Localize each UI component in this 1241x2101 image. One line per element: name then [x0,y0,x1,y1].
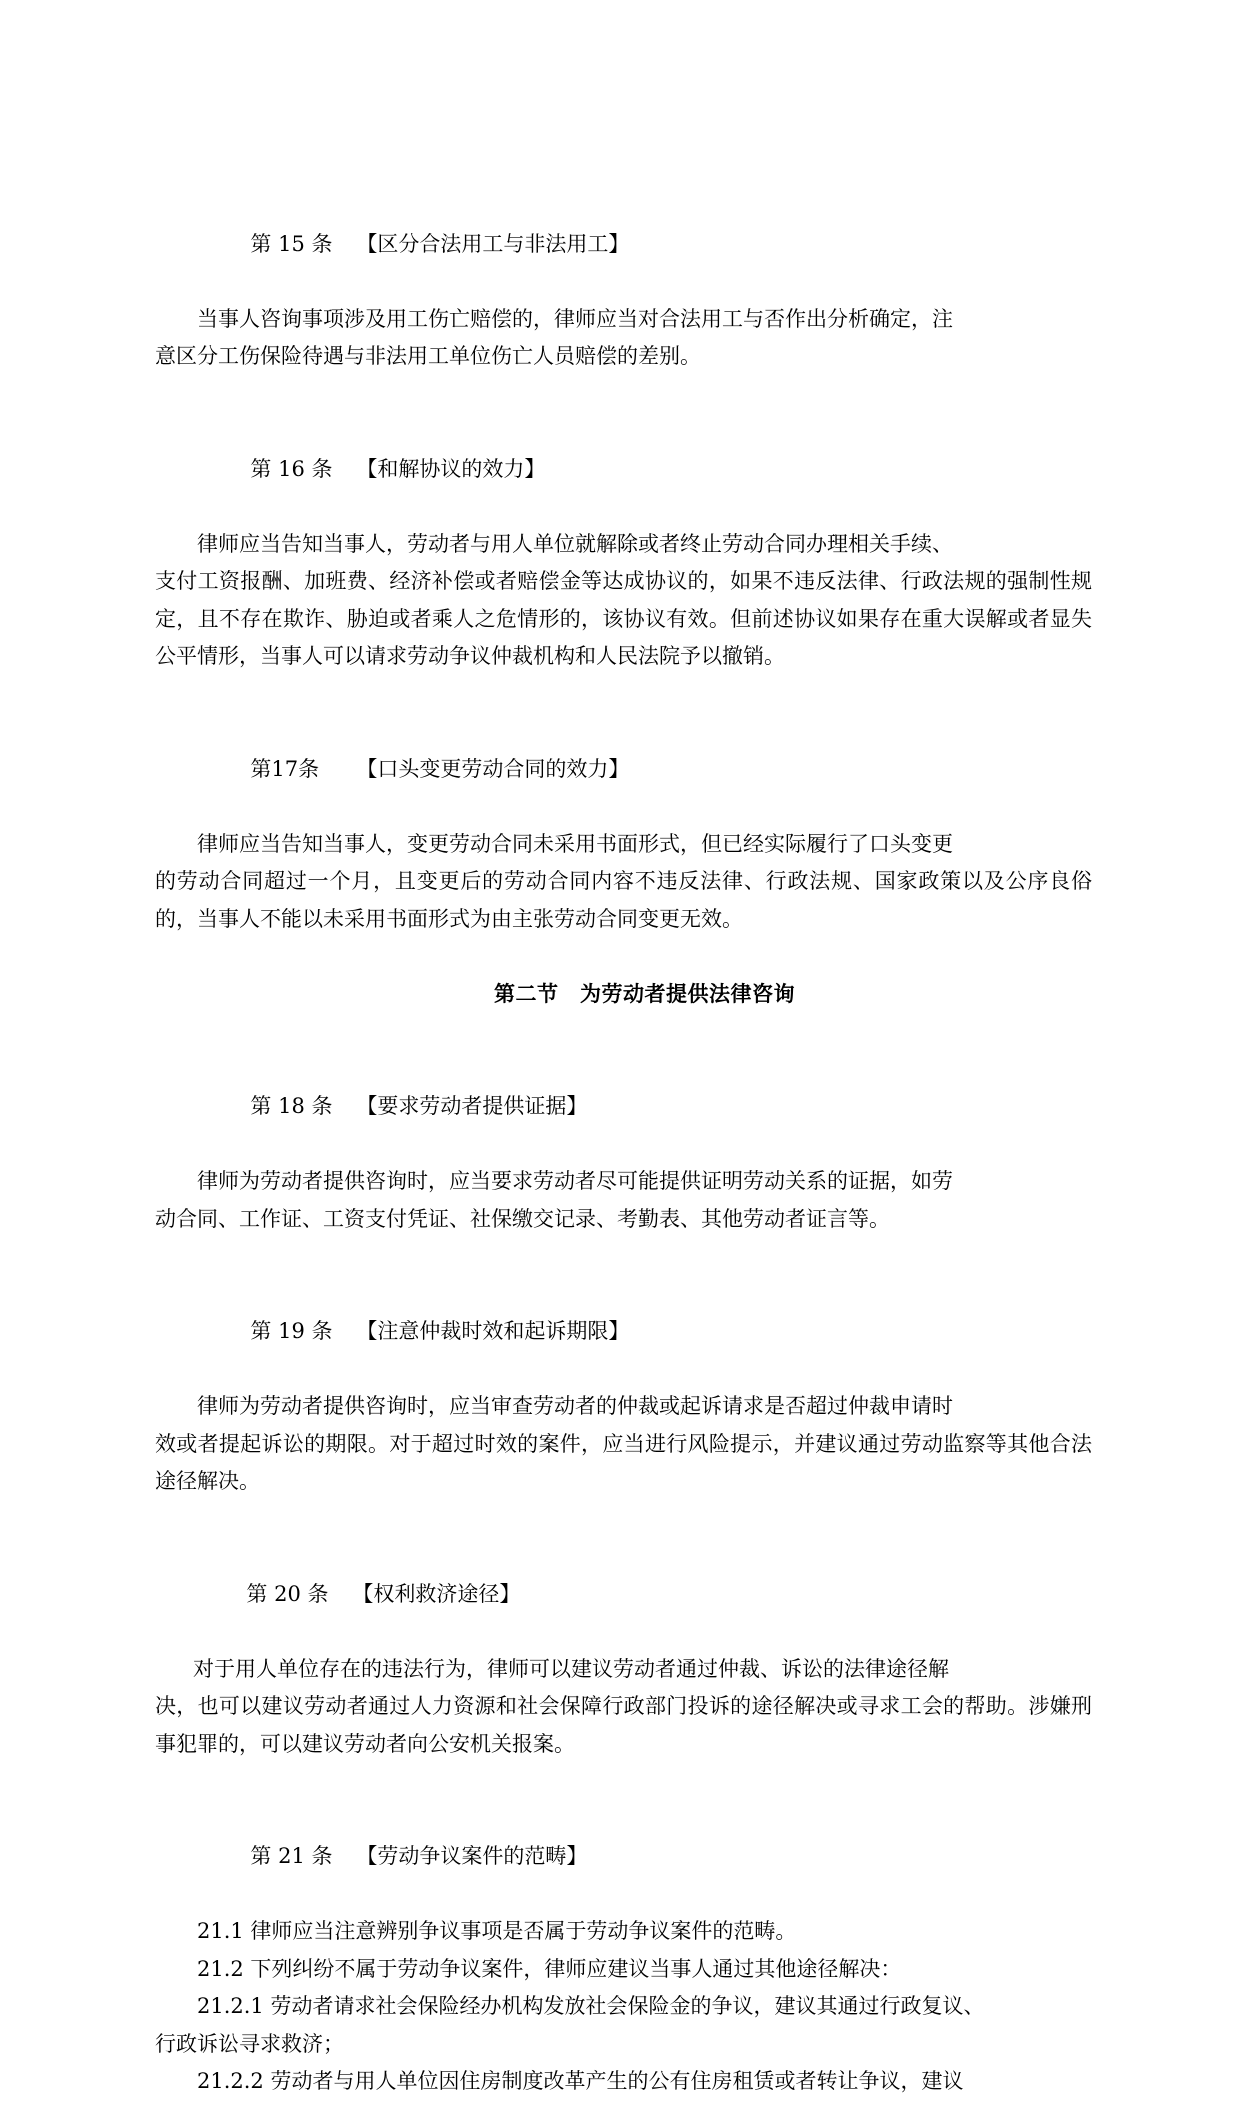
sub-clause-text: 21.2 下列纠纷不属于劳动争议案件，律师应建议当事人通过其他途径解决： [197,1956,902,1981]
article-number: 第 21 条 [250,1844,333,1868]
sub-clause-21-1 [197,1913,1092,1951]
article-number: 第 15 条 [250,231,333,256]
paragraph-continuation: 的劳动合同超过一个月，且变更后的劳动合同内容不违反法律、行政法规、国家政策以及公序良俗的，当事人不能以未采用书面形式为由主张劳动合同变更无效。 [155,869,1092,931]
paragraph-first-line: 当事人咨询事项涉及用工伤亡赔偿的，律师应当对合法用工与否作出分析确定，注 [197,306,953,331]
paragraph-continuation: 意区分工伤保险待遇与非法用工单位伤亡人员赔偿的差别。 [155,344,701,368]
paragraph-first-line: 律师应当告知当事人，变更劳动合同未采用书面形式，但已经实际履行了口头变更 [197,831,953,856]
section-heading: 第二节 为劳动者提供法律咨询 [494,981,795,1006]
article-title: 【口头变更劳动合同的效力】 [356,756,630,781]
article-number: 第 16 条 [250,456,333,481]
sub-clause-continuation: 行政诉讼寻求救济； [155,2031,344,2056]
article-21 [155,1801,1092,2101]
article-heading [197,1801,1092,1914]
paragraph-first-line: 对于用人单位存在的违法行为，律师可以建议劳动者通过仲裁、诉讼的法律途径解 [193,1656,949,1681]
article-number: 第 19 条 [250,1319,333,1343]
article-15 [155,188,1092,376]
sub-clause-text: 21.1 律师应当注意辨别争议事项是否属于劳动争议案件的范畴。 [197,1919,797,1943]
article-title: 【劳动争议案件的范畴】 [356,1844,588,1868]
article-paragraph [155,826,1092,939]
article-title: 【要求劳动者提供证据】 [356,1094,588,1118]
article-17 [155,713,1092,938]
sub-clause-21-2-2 [197,2063,1092,2101]
article-title: 【权利救济途径】 [352,1581,521,1606]
article-paragraph [155,1388,1092,1501]
article-paragraph [155,1163,1092,1238]
document-body [155,188,1092,2101]
paragraph-continuation: 动合同、工作证、工资支付凭证、社保缴交记录、考勤表、其他劳动者证言等。 [155,1206,890,1231]
article-number: 第17条 [250,756,320,781]
article-paragraph [155,1651,1092,1764]
article-paragraph [155,526,1092,676]
article-title: 【和解协议的效力】 [356,456,546,481]
article-heading [197,1276,1092,1389]
paragraph-continuation: 效或者提起诉讼的期限。对于超过时效的案件，应当进行风险提示，并建议通过劳动监察等其他合法途径解决。 [155,1431,1092,1493]
sub-clause-text: 21.2.1 劳动者请求社会保险经办机构发放社会保险金的争议，建议其通过行政复议、 [197,1994,985,2018]
article-title: 【注意仲裁时效和起诉期限】 [356,1319,630,1343]
article-19 [155,1276,1092,1501]
paragraph-first-line: 律师应当告知当事人，劳动者与用人单位就解除或者终止劳动合同办理相关手续、 [197,531,953,556]
paragraph-continuation: 支付工资报酬、加班费、经济补偿或者赔偿金等达成协议的，如果不违反法律、行政法规的强制性规定，且不存在欺诈、胁迫或者乘人之危情形的，该协议有效。但前述协议如果存在重大误解或者显失公平情形，当事人可以请求劳动争议仲裁机构和人民法院予以撤销。 [155,569,1092,668]
paragraph-continuation: 决，也可以建议劳动者通过人力资源和社会保障行政部门投诉的途径解决或寻求工会的帮助。涉嫌刑事犯罪的，可以建议劳动者向公安机关报案。 [155,1694,1092,1756]
article-title: 【区分合法用工与非法用工】 [356,231,630,256]
article-18 [155,1051,1092,1239]
article-16 [155,413,1092,676]
article-heading [197,1051,1092,1164]
article-heading [197,713,1092,826]
article-paragraph [155,301,1092,376]
paragraph-first-line: 律师为劳动者提供咨询时，应当审查劳动者的仲裁或起诉请求是否超过仲裁申请时 [197,1394,953,1418]
sub-clause-text: 21.2.2 劳动者与用人单位因住房制度改革产生的公有住房租赁或者转让争议，建议 [197,2069,964,2093]
article-heading [197,413,1092,526]
article-number: 第 20 条 [246,1581,329,1606]
sub-clause-21-2 [197,1951,1092,1989]
article-heading [197,188,1092,301]
article-number: 第 18 条 [250,1094,333,1118]
sub-clause-21-2-1 [155,1988,1092,2063]
article-20 [155,1538,1092,1763]
paragraph-first-line: 律师为劳动者提供咨询时，应当要求劳动者尽可能提供证明劳动关系的证据，如劳 [197,1169,953,1193]
article-heading [193,1538,1092,1651]
